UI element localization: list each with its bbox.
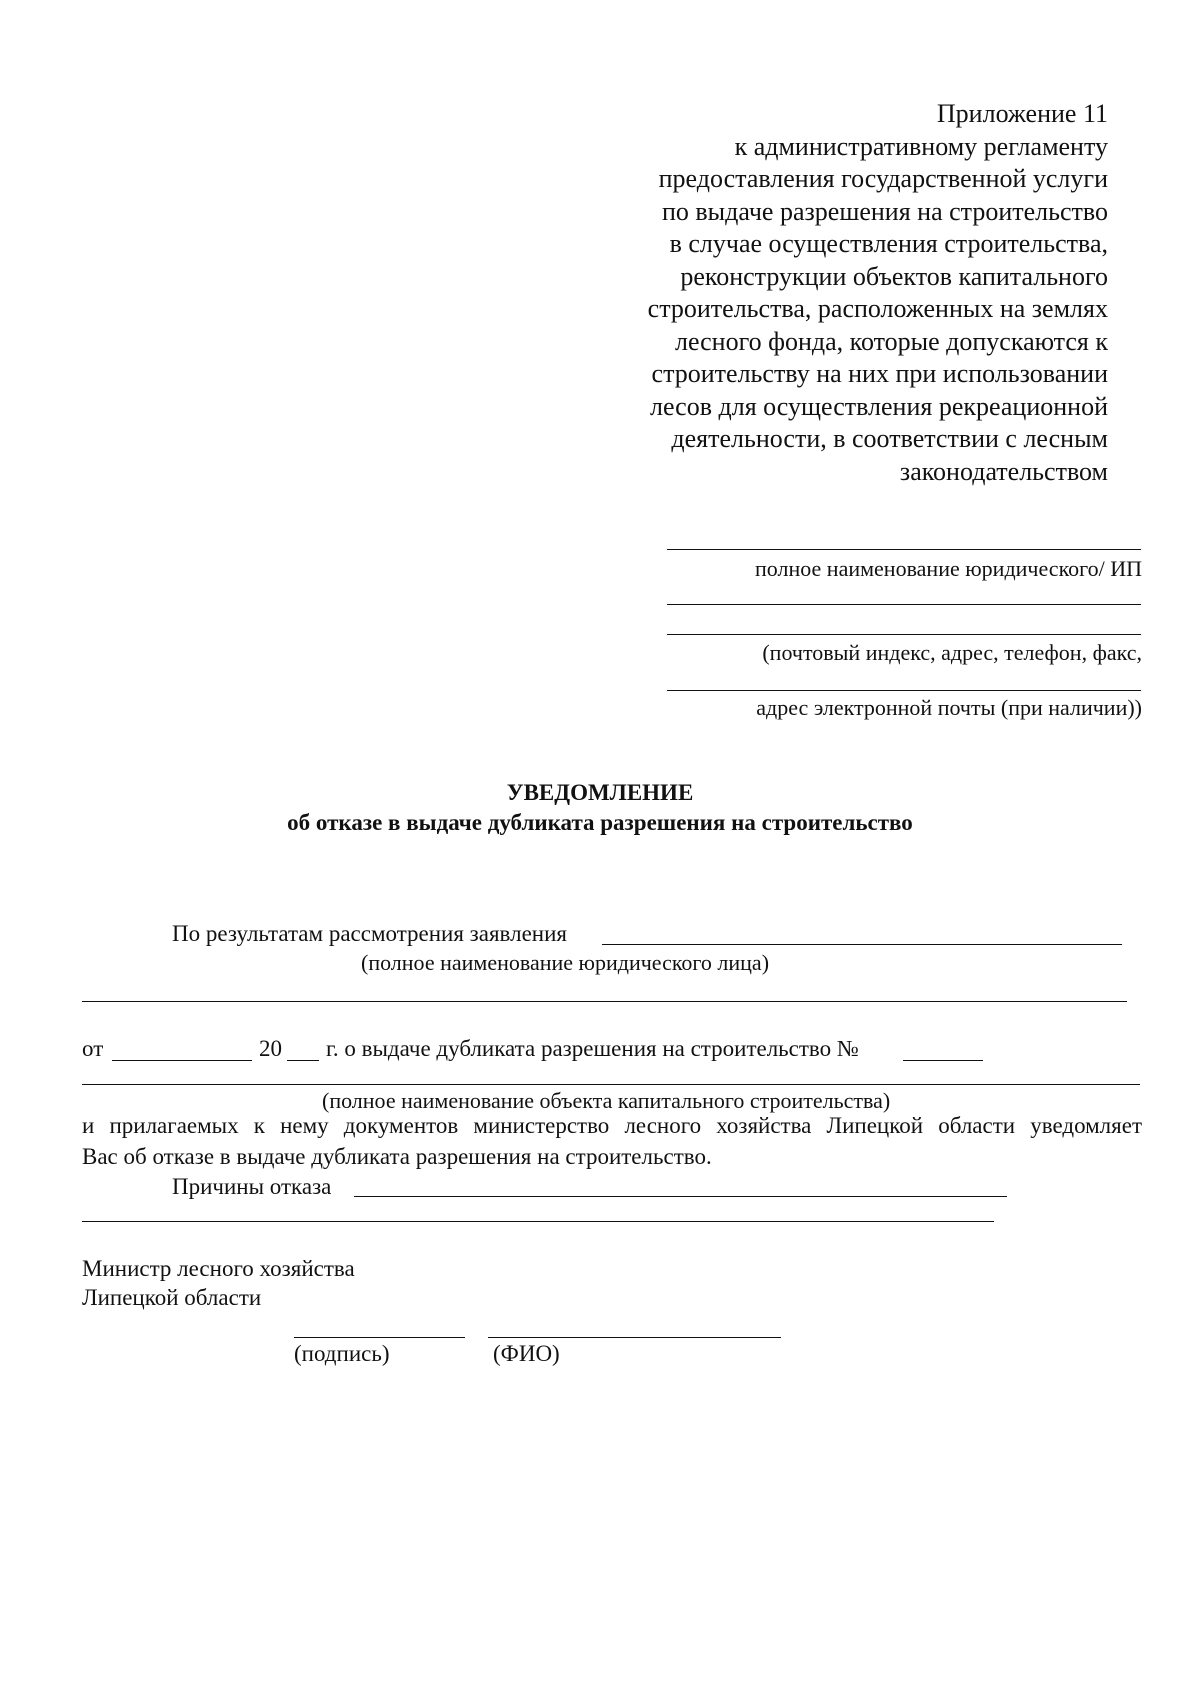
appendix-line: законодательством — [899, 456, 1108, 486]
legal-entity-caption: (полное наименование юридического лица) — [361, 950, 770, 975]
signature-line — [294, 1337, 465, 1338]
full-name-line — [488, 1337, 781, 1338]
addressee-name-caption: полное наименование юридического/ ИП — [755, 556, 1142, 581]
addressee-contact-caption: (почтовый индекс, адрес, телефон, факс, — [762, 640, 1142, 665]
addressee-email-line — [667, 690, 1141, 691]
addressee-name-line — [667, 549, 1141, 550]
signatory-position-line-1: Министр лесного хозяйства — [82, 1256, 355, 1281]
object-caption: (полное наименование объекта капитального строительства) — [322, 1088, 891, 1113]
notice-text-line-2: Вас об отказе в выдаче дубликата разрешения на строительство. — [82, 1144, 712, 1169]
appendix-number: Приложение 11 — [936, 99, 1108, 128]
appendix-line: лесного фонда, которые допускаются к — [674, 326, 1108, 356]
appendix-line: строительства, расположенных на землях — [647, 294, 1108, 323]
reasons-line — [354, 1196, 1007, 1197]
reasons-continuation-line — [82, 1221, 994, 1222]
appendix-line: в случае осуществления строительства, — [669, 229, 1108, 258]
addressee-blank-line — [667, 604, 1141, 605]
signature-caption: (подпись) — [294, 1341, 390, 1366]
appendix-line: предоставления государственной услуги — [658, 164, 1108, 193]
applicant-continuation-line — [82, 1001, 1127, 1002]
signatory-position-line-2: Липецкой области — [82, 1285, 262, 1310]
appendix-line: лесов для осуществления рекреационной — [650, 391, 1108, 421]
appendix-line: деятельности, в соответствии с лесным — [671, 424, 1108, 453]
addressee-contact-line — [667, 634, 1141, 635]
appendix-header — [548, 98, 1108, 488]
year-prefix: 20 — [259, 1036, 282, 1061]
duplicate-text: г. о выдаче дубликата разрешения на строительство № — [326, 1036, 859, 1061]
applicant-name-line — [602, 944, 1122, 945]
notice-text-line-1: и прилагаемых к нему документов министерство лесного хозяйства Липецкой области уведомляет — [82, 1113, 1142, 1138]
appendix-line: строительству на них при использовании — [651, 359, 1108, 388]
full-name-caption: (ФИО) — [493, 1341, 560, 1366]
year-line — [287, 1060, 319, 1061]
appendix-line: реконструкции объектов капитального — [680, 261, 1108, 291]
date-line — [112, 1060, 252, 1061]
from-label: от — [82, 1036, 104, 1061]
document-title: УВЕДОМЛЕНИЕ — [506, 780, 694, 805]
document-subtitle: об отказе в выдаче дубликата разрешения на строительство — [287, 810, 913, 835]
appendix-line: по выдаче разрешения на строительство — [661, 196, 1108, 226]
addressee-email-caption: адрес электронной почты (при наличии)) — [756, 695, 1142, 720]
object-name-line — [82, 1084, 1140, 1085]
reasons-label: Причины отказа — [172, 1174, 332, 1199]
permit-number-line — [903, 1060, 983, 1061]
review-prefix: По результатам рассмотрения заявления — [172, 921, 567, 946]
appendix-line: к административному регламенту — [734, 131, 1108, 161]
